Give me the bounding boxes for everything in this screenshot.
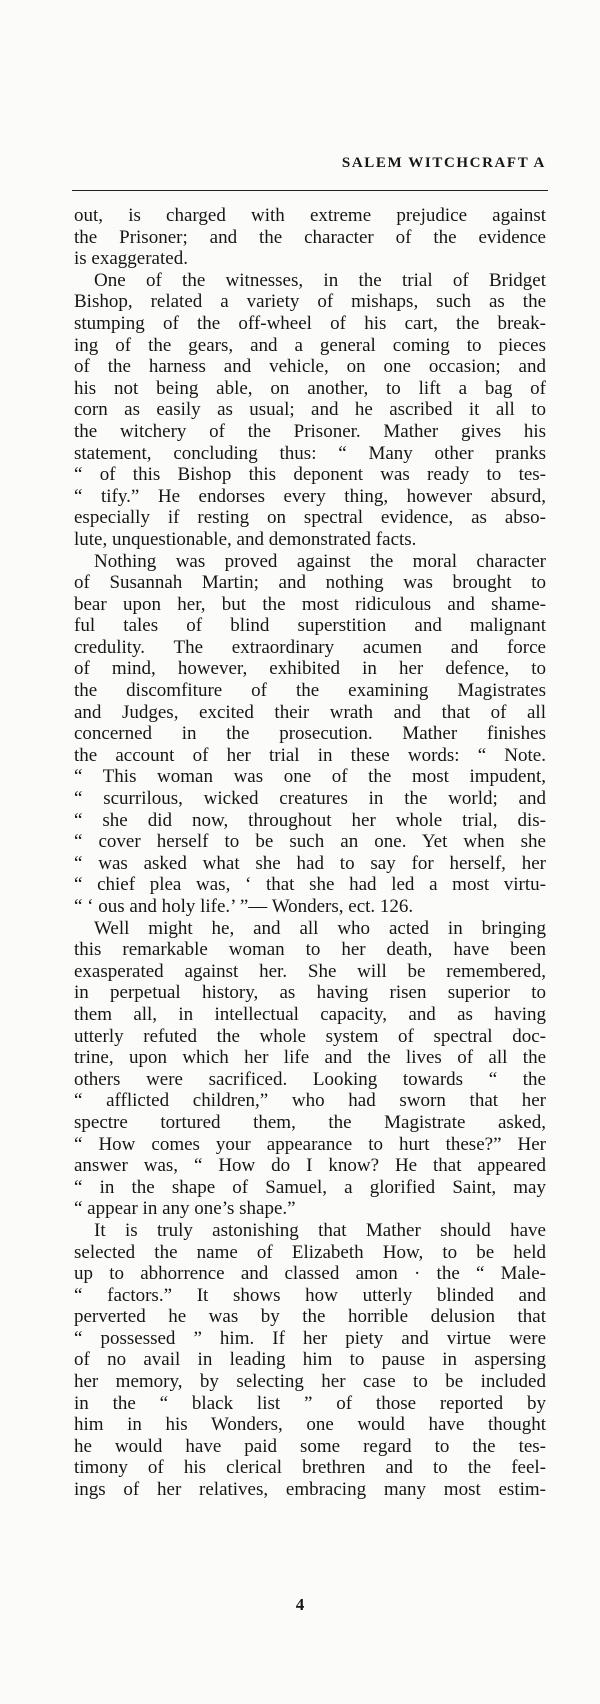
text-line: “ How comes your appearance to hurt these?” Her bbox=[74, 1133, 546, 1155]
header-rule bbox=[72, 190, 548, 191]
text-line: concerned in the prosecution. Mather finishes bbox=[74, 723, 546, 745]
page-number: 4 bbox=[295, 1595, 305, 1614]
text-line: and Judges, excited their wrath and that of all bbox=[74, 701, 546, 723]
text-line: trine, upon which her life and the lives of all the bbox=[74, 1047, 546, 1069]
text-line: in perpetual history, as having risen superior to bbox=[74, 982, 546, 1004]
text-line: others were sacrificed. Looking towards “ the bbox=[74, 1068, 546, 1090]
text-line: of Susannah Martin; and nothing was brought to bbox=[74, 572, 546, 594]
text-line: out, is charged with extreme prejudice against bbox=[74, 205, 546, 226]
text-line: “ of this Bishop this deponent was ready to tes- bbox=[74, 464, 546, 486]
text-line: exasperated against her. She will be remembered, bbox=[74, 960, 546, 982]
text-line: “ factors.” It shows how utterly blinded and bbox=[74, 1284, 546, 1306]
text-line: credulity. The extraordinary acumen and force bbox=[74, 636, 546, 658]
text-line: spectre tortured them, the Magistrate asked, bbox=[74, 1111, 546, 1133]
text-line: “ This woman was one of the most impudent, bbox=[74, 766, 546, 788]
text-line: “ was asked what she had to say for herself, her bbox=[74, 852, 546, 874]
text-line: his not being able, on another, to lift a bag of bbox=[74, 377, 546, 399]
text-line: he would have paid some regard to the tes- bbox=[74, 1435, 546, 1457]
text-line: ing of the gears, and a general coming to pieces bbox=[74, 334, 546, 356]
text-line: the discomfiture of the examining Magistrates bbox=[74, 680, 546, 702]
text-line: “ ‘ ous and holy life.’ ”— Wonders, ect. 126. bbox=[74, 896, 414, 917]
text-line: in the “ black list ” of those reported by bbox=[74, 1392, 546, 1414]
text-line: “ possessed ” him. If her piety and virtue were bbox=[74, 1327, 546, 1349]
text-line: timony of his clerical brethren and to the feel- bbox=[74, 1457, 546, 1479]
text-line: the Prisoner; and the character of the evidence bbox=[74, 226, 546, 248]
text-line: up to abhorrence and classed amon · the “ Male- bbox=[74, 1263, 546, 1285]
text-line: “ she did now, throughout her whole trial, dis- bbox=[74, 809, 546, 831]
text-line: is exaggerated. bbox=[74, 248, 188, 270]
text-line: stumping of the off-wheel of his cart, the break- bbox=[74, 312, 546, 334]
text-line: “ cover herself to be such an one. Yet when she bbox=[74, 831, 546, 853]
text-line: this remarkable woman to her death, have been bbox=[74, 939, 546, 961]
body-text bbox=[74, 205, 546, 1501]
text-line: utterly refuted the whole system of spectral doc- bbox=[74, 1025, 546, 1047]
text-line: bear upon her, but the most ridiculous and shame- bbox=[74, 593, 546, 615]
text-line: especially if resting on spectral evidence, as abso- bbox=[74, 507, 546, 529]
text-line: of mind, however, exhibited in her defence, to bbox=[74, 658, 546, 680]
text-line: him in his Wonders, one would have thought bbox=[74, 1414, 546, 1436]
text-line: Well might he, and all who acted in bringing bbox=[94, 917, 546, 939]
text-line: selected the name of Elizabeth How, to be held bbox=[74, 1241, 546, 1263]
text-line: “ appear in any one’s shape.” bbox=[74, 1198, 296, 1220]
text-line: It is truly astonishing that Mather should have bbox=[94, 1219, 546, 1241]
text-line: ings of her relatives, embracing many most estim- bbox=[74, 1479, 546, 1501]
text-line: of the harness and vehicle, on one occasion; and bbox=[74, 356, 546, 378]
text-line: “ scurrilous, wicked creatures in the world; and bbox=[74, 788, 546, 810]
text-line: statement, concluding thus: “ Many other pranks bbox=[74, 442, 546, 464]
text-line: “ in the shape of Samuel, a glorified Saint, may bbox=[74, 1176, 546, 1198]
text-line: Bishop, related a variety of mishaps, such as the bbox=[74, 291, 546, 313]
text-line: perverted he was by the horrible delusion that bbox=[74, 1306, 546, 1328]
text-line: of no avail in leading him to pause in aspersing bbox=[74, 1349, 546, 1371]
text-line: “ tify.” He endorses every thing, however absurd, bbox=[74, 485, 546, 507]
text-line: lute, unquestionable, and demonstrated facts. bbox=[74, 528, 417, 550]
text-line: answer was, “ How do I know? He that appeared bbox=[74, 1155, 546, 1177]
text-line: her memory, by selecting her case to be included bbox=[74, 1371, 546, 1393]
text-line: them all, in intellectual capacity, and as having bbox=[74, 1003, 546, 1025]
text-line: the witchery of the Prisoner. Mather gives his bbox=[74, 420, 546, 442]
running-head: SALEM WITCHCRAFT A bbox=[341, 155, 546, 171]
text-line: “ chief plea was, ‘ that she had led a most virtu- bbox=[74, 874, 546, 896]
text-line: Nothing was proved against the moral character bbox=[94, 550, 546, 572]
text-line: the account of her trial in these words: “ Note. bbox=[74, 744, 546, 766]
text-line: One of the witnesses, in the trial of Bridget bbox=[94, 269, 546, 291]
text-line: “ afflicted children,” who had sworn that her bbox=[74, 1090, 546, 1112]
text-line: corn as easily as usual; and he ascribed it all to bbox=[74, 399, 546, 421]
text-line: ful tales of blind superstition and malignant bbox=[74, 615, 546, 637]
